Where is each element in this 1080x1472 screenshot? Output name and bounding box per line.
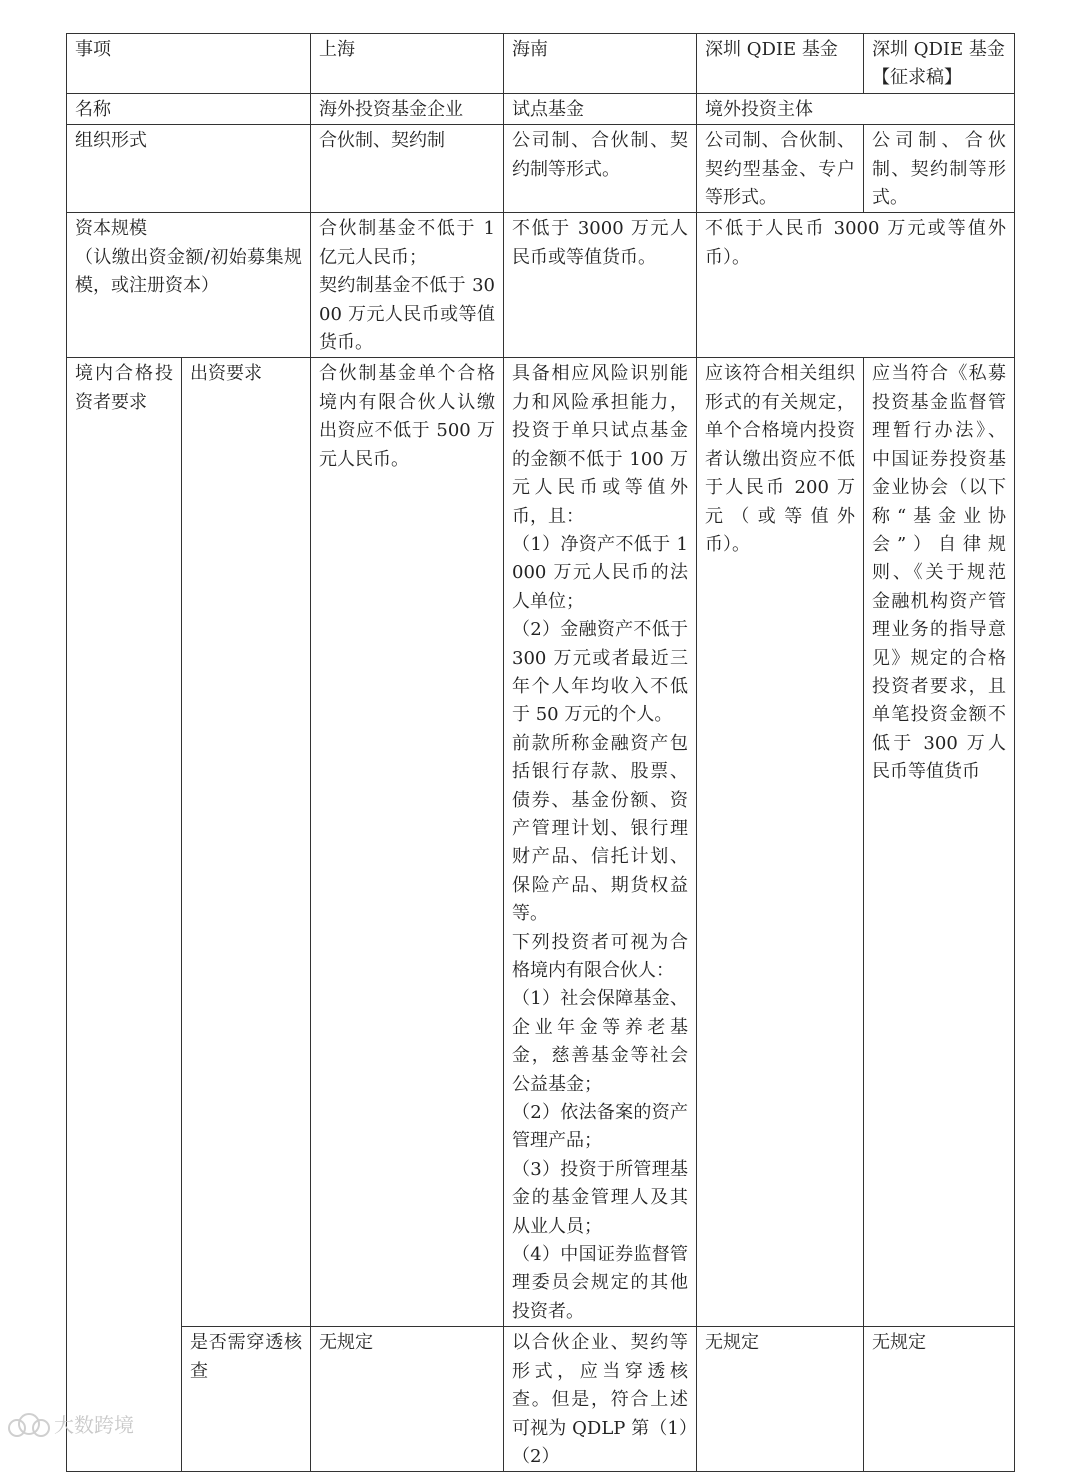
penetration-shanghai: 无规定 (311, 1327, 504, 1472)
header-hainan: 海南 (504, 34, 697, 94)
header-item: 事项 (67, 34, 311, 94)
row-name-label: 名称 (67, 93, 311, 124)
row-investor-penetration (67, 1327, 1015, 1472)
hainan-para: 前款所称金融资产包括银行存款、股票、债券、基金份额、资产管理计划、银行理财产品、信托计划、保险产品、期货权益等。 (512, 732, 688, 925)
row-capital-label-cell (67, 213, 311, 358)
penetration-label: 是否需穿透核查 (182, 1327, 311, 1472)
row-name-shenzhen: 境外投资主体 (697, 93, 1015, 124)
contribution-shenzhen: 应该符合相关组织形式的有关规定，单个合格境内投资者认缴出资应不低于人民币 200 万元（或等值外币）。 (697, 358, 864, 1327)
row-investor-contribution (67, 358, 1015, 1327)
header-shanghai: 上海 (311, 34, 504, 94)
contribution-shenzhen-draft: 应当符合《私募投资基金监督管理暂行办法》、中国证券投资基金业协会（以下称“基金业协会”）自律规则、《关于规范金融机构资产管理业务的指导意见》规定的合格投资者要求，且单笔投资金额不低于 300 万人民币等值货币 (864, 358, 1015, 1327)
comparison-table (66, 33, 1015, 1472)
row-capital (67, 213, 1015, 358)
row-org-form (67, 125, 1015, 213)
capital-shanghai-line-2: 契约制基金不低于 3000 万元人民币或等值货币。 (319, 275, 495, 354)
row-capital-shenzhen: 不低于人民币 3000 万元或等值外币）。 (697, 213, 1015, 358)
row-capital-shanghai (311, 213, 504, 358)
penetration-hainan: 以合伙企业、契约等形式，应当穿透核查。但是，符合上述可视为 QDLP 第（1）（2） (504, 1327, 697, 1472)
row-name-shanghai: 海外投资基金企业 (311, 93, 504, 124)
row-capital-label-sub: （认缴出资金额/初始募集规模，或注册资本） (75, 246, 302, 297)
row-capital-hainan: 不低于 3000 万元人民币或等值货币。 (504, 213, 697, 358)
hainan-para: 下列投资者可视为合格境内有限合伙人： (512, 931, 688, 981)
header-row (67, 34, 1015, 94)
contribution-label: 出资要求 (182, 358, 311, 1327)
investor-group-label: 境内合格投资者要求 (67, 358, 182, 1472)
row-name-hainan: 试点基金 (504, 93, 697, 124)
row-org-form-label: 组织形式 (67, 125, 311, 213)
hainan-para: （1）社会保障基金、企业年金等养老基金，慈善基金等社会公益基金； (512, 988, 688, 1095)
contribution-hainan (504, 358, 697, 1327)
capital-shanghai-line-1: 合伙制基金不低于 1 亿元人民币； (319, 218, 495, 268)
row-name (67, 93, 1015, 124)
hainan-para: （1）净资产不低于 1000 万元人民币的法人单位； (512, 533, 688, 612)
row-org-form-shenzhen-draft: 公司制、合伙制、契约制等形式。 (864, 125, 1015, 213)
contribution-shanghai: 合伙制基金单个合格境内有限合伙人认缴出资应不低于 500 万元人民币。 (311, 358, 504, 1327)
row-org-form-hainan: 公司制、合伙制、契约制等形式。 (504, 125, 697, 213)
header-shenzhen: 深圳 QDIE 基金 (697, 34, 864, 94)
row-capital-label: 资本规模 (75, 218, 147, 240)
watermark-text: 大数跨境 (54, 1412, 134, 1437)
watermark (8, 1408, 134, 1438)
penetration-shenzhen-draft: 无规定 (864, 1327, 1015, 1472)
header-shenzhen-draft: 深圳 QDIE 基金 【征求稿】 (864, 34, 1015, 94)
hainan-para: 具备相应风险识别能力和风险承担能力，投资于单只试点基金的金额不低于 100 万元人民币或等值外币，且： (512, 363, 688, 527)
hainan-para: （3）投资于所管理基金的基金管理人及其从业人员； (512, 1158, 688, 1237)
hainan-para: （2）依法备案的资产管理产品； (512, 1102, 688, 1152)
row-org-form-shenzhen: 公司制、合伙制、契约型基金、专户等形式。 (697, 125, 864, 213)
penetration-shenzhen: 无规定 (697, 1327, 864, 1472)
hainan-para: （2）金融资产不低于 300 万元或者最近三年个人年均收入不低于 50 万元的个人。 (512, 619, 688, 726)
cloud-logo-icon (8, 1411, 48, 1435)
hainan-para: （4）中国证券监督管理委员会规定的其他投资者。 (512, 1244, 688, 1322)
row-org-form-shanghai: 合伙制、契约制 (311, 125, 504, 213)
